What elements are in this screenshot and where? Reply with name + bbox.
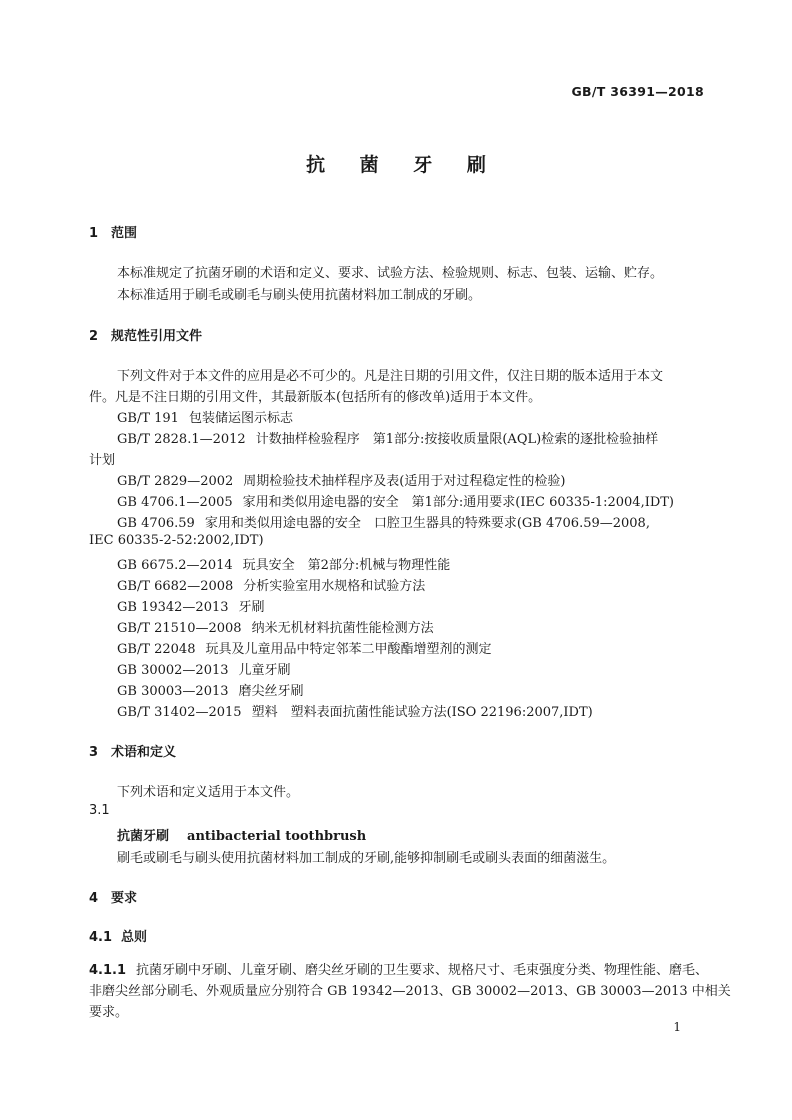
standard-code: GB/T 36391—2018 xyxy=(571,84,704,99)
reference-title: 玩具及儿童用品中特定邻苯二甲酸酯增塑剂的测定 xyxy=(205,642,492,657)
section-number: 3 xyxy=(89,745,99,760)
reference-title: 磨尖丝牙刷 xyxy=(238,684,304,699)
reference-continuation: IEC 60335-2-52:2002,IDT) xyxy=(89,533,264,548)
reference-code: GB/T 2829—2002 xyxy=(117,474,234,489)
clause-text: 抗菌牙刷中牙刷、儿童牙刷、磨尖丝牙刷的卫生要求、规格尺寸、毛束强度分类、物理性能、磨毛、 xyxy=(136,963,709,978)
reference-item xyxy=(117,596,265,615)
clause-line-3: 要求。 xyxy=(89,1005,129,1020)
subsection-title: 总则 xyxy=(121,930,148,945)
reference-item xyxy=(117,617,434,636)
term-chinese: 抗菌牙刷 xyxy=(117,829,170,844)
reference-title: 分析实验室用水规格和试验方法 xyxy=(243,579,426,594)
reference-title: 家用和类似用途电器的安全 口腔卫生器具的特殊要求(GB 4706.59—2008, xyxy=(204,516,650,531)
reference-code: GB 4706.59 xyxy=(117,516,195,531)
clause-line-1 xyxy=(89,959,708,978)
section-title: 规范性引用文件 xyxy=(111,329,203,344)
reference-item xyxy=(117,512,650,531)
section-number: 4 xyxy=(89,891,99,906)
section-number: 1 xyxy=(89,226,99,241)
reference-code: GB 30003—2013 xyxy=(117,684,229,699)
subsection-heading xyxy=(89,926,147,945)
reference-continuation: 计划 xyxy=(89,453,116,468)
reference-item xyxy=(117,470,565,489)
reference-item xyxy=(117,407,293,426)
reference-item xyxy=(117,428,658,447)
term-number: 3.1 xyxy=(89,803,110,818)
reference-title: 计数抽样检验程序 第1部分:按接收质量限(AQL)检索的逐批检验抽样 xyxy=(255,432,659,447)
term-definition: 刷毛或刷毛与刷头使用抗菌材料加工制成的牙刷,能够抑制刷毛或刷头表面的细菌滋生。 xyxy=(117,851,616,866)
section-title: 要求 xyxy=(111,891,138,906)
reference-item xyxy=(117,701,593,720)
reference-item xyxy=(117,638,492,657)
reference-code: GB/T 191 xyxy=(117,411,179,426)
reference-item xyxy=(117,554,450,573)
reference-code: GB/T 31402—2015 xyxy=(117,705,242,720)
section-2-intro-line-1: 下列文件对于本文件的应用是必不可少的。凡是注日期的引用文件，仅注日期的版本适用于本文 xyxy=(117,369,664,384)
reference-title: 玩具安全 第2部分:机械与物理性能 xyxy=(242,558,451,573)
reference-item xyxy=(117,680,304,699)
reference-title: 纳米无机材料抗菌性能检测方法 xyxy=(251,621,434,636)
section-title: 术语和定义 xyxy=(111,745,177,760)
section-3-intro: 下列术语和定义适用于本文件。 xyxy=(117,785,300,800)
section-1-heading xyxy=(89,222,137,241)
document-title: 抗 菌 牙 刷 xyxy=(306,154,500,176)
reference-title: 牙刷 xyxy=(238,600,265,615)
section-2-heading xyxy=(89,325,202,344)
clause-number: 4.1.1 xyxy=(89,963,127,978)
reference-code: GB/T 2828.1—2012 xyxy=(117,432,246,447)
reference-code: GB 30002—2013 xyxy=(117,663,229,678)
section-1-paragraph-1: 本标准规定了抗菌牙刷的术语和定义、要求、试验方法、检验规则、标志、包装、运输、贮存。 xyxy=(117,266,664,281)
section-title: 范围 xyxy=(111,226,138,241)
reference-title: 家用和类似用途电器的安全 第1部分:通用要求(IEC 60335-1:2004,IDT) xyxy=(242,495,674,510)
section-number: 2 xyxy=(89,329,99,344)
reference-title: 周期检验技术抽样程序及表(适用于对过程稳定性的检验) xyxy=(243,474,566,489)
reference-code: GB/T 6682—2008 xyxy=(117,579,234,594)
reference-item xyxy=(117,659,291,678)
clause-line-2: 非磨尖丝部分刷毛、外观质量应分别符合 GB 19342—2013、GB 30002—2013、GB 30003—2013 中相关 xyxy=(89,984,731,999)
reference-code: GB 6675.2—2014 xyxy=(117,558,233,573)
reference-code: GB 19342—2013 xyxy=(117,600,229,615)
reference-title: 塑料 塑料表面抗菌性能试验方法(ISO 22196:2007,IDT) xyxy=(251,705,593,720)
reference-title: 儿童牙刷 xyxy=(238,663,291,678)
section-4-heading xyxy=(89,887,137,906)
reference-item xyxy=(117,575,425,594)
section-3-heading xyxy=(89,741,176,760)
section-2-intro-line-2: 件。凡是不注日期的引用文件，其最新版本(包括所有的修改单)适用于本文件。 xyxy=(89,390,542,405)
term-english: antibacterial toothbrush xyxy=(187,829,367,844)
term-heading xyxy=(117,825,366,844)
reference-code: GB/T 21510—2008 xyxy=(117,621,242,636)
reference-item xyxy=(117,491,674,510)
subsection-number: 4.1 xyxy=(89,930,113,945)
reference-code: GB/T 22048 xyxy=(117,642,196,657)
reference-title: 包装储运图示标志 xyxy=(188,411,293,426)
section-1-paragraph-2: 本标准适用于刷毛或刷毛与刷头使用抗菌材料加工制成的牙刷。 xyxy=(117,288,482,303)
reference-code: GB 4706.1—2005 xyxy=(117,495,233,510)
page-number: 1 xyxy=(673,1020,681,1034)
